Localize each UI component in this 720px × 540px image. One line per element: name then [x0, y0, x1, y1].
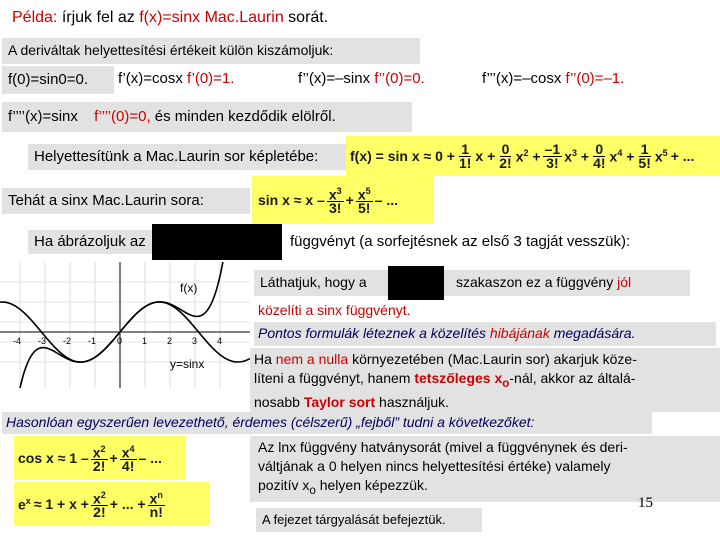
- title-maclaurin: Mac.Laurin: [204, 9, 284, 26]
- deriv-f2-value: f’’(0)=0.: [374, 70, 425, 87]
- sinx-lhs: sin x ≈ x –: [258, 192, 325, 208]
- seen-text-a: Láthatjuk, hogy a: [260, 274, 367, 290]
- title-text-end: sorát.: [288, 9, 329, 26]
- x-tick-label: -3: [38, 336, 47, 346]
- series-x2: $x^2$ +: [515, 147, 541, 165]
- taylor-line-3: nosabb Taylor sort használjuk.: [254, 393, 450, 410]
- series-x4: $x^4$ +: [609, 147, 635, 165]
- series-coef-1: $\frac{1}{1!}$: [458, 140, 472, 171]
- cosx-tail: – ...: [138, 450, 162, 466]
- ln-line-2: váltjának a 0 helyen nincs helyettesítési értéke) valamely: [258, 458, 611, 474]
- exp-term-n: $\frac{x^n}{n!}$: [149, 489, 163, 521]
- deriv-f1-value: f’(0)=1.: [187, 70, 235, 87]
- page-number-span: 15: [638, 495, 653, 511]
- deriv-f4-box: [2, 102, 412, 132]
- x-tick-label: 4: [217, 336, 223, 346]
- series-x1: x +: [475, 148, 496, 164]
- approx-text: [258, 302, 411, 318]
- exp-series-formula: [14, 482, 210, 526]
- sinx-term-3: $\frac{x^3}{3!}$: [328, 185, 342, 217]
- x-tick-label: 3: [192, 336, 198, 346]
- redacted-formula-1: [152, 224, 282, 260]
- series-coef-2: $\frac{0}{2!}$: [499, 140, 512, 171]
- deriv-f3-expr: f’’’(x)=–cosx: [482, 70, 562, 87]
- taylor-line-1: Ha nem a nulla környezetében (Mac.Laurin sor) akarjuk köze-: [254, 351, 637, 367]
- sinx-approximation-graph: [0, 262, 250, 388]
- cosx-lhs: cos x ≈ 1 –: [18, 450, 89, 466]
- x-tick-label: 1: [142, 336, 148, 346]
- x-tick-label: -2: [63, 336, 72, 346]
- series-coef-3: $\frac{-1}{3!}$: [544, 140, 561, 171]
- footer-box: [256, 508, 482, 532]
- seen-text-c: jól: [617, 274, 632, 290]
- slide-title: [12, 9, 328, 27]
- derivatives-intro: [2, 38, 420, 64]
- deriv-f1-expr: f’(x)=cosx: [118, 70, 183, 87]
- cosx-plus: +: [109, 450, 118, 466]
- precise-text-b: hibájának: [489, 325, 550, 341]
- precise-text-box: [254, 322, 716, 346]
- ln-line-1: Az lnx függvény hatványsorát (mivel a függvénynek és deri-: [258, 439, 628, 455]
- deriv-f0: f(0)=sin0=0.: [8, 71, 89, 88]
- series-tail: + ...: [670, 148, 695, 164]
- deriv-f0-box: [2, 66, 114, 94]
- substitution-text-box: [28, 144, 348, 170]
- x-tick-label: -4: [13, 336, 22, 346]
- exp-lhs: $e^x$: [18, 495, 31, 513]
- deriv-f2: [298, 70, 425, 87]
- exp-approx: ≈ 1 + x +: [33, 496, 89, 512]
- label-fx: f(x): [180, 281, 198, 295]
- sinx-series-text-box: [2, 188, 250, 214]
- deriv-f1: [118, 70, 234, 87]
- deriv-f4-value: f’’’’(0)=0,: [94, 108, 151, 125]
- x-tick-label: 2: [167, 336, 173, 346]
- ln-line-3: pozitív $x_o$ helyen képezzük.: [258, 477, 428, 497]
- sinx-series-formula: [252, 176, 434, 224]
- sinx-plus: +: [345, 192, 354, 208]
- deriv-f4-expr: f’’’’(x)=sinx: [8, 108, 78, 125]
- redacted-interval: [388, 266, 444, 300]
- x-tick-label: -1: [88, 336, 97, 346]
- series-x5: $x^5$: [654, 147, 668, 165]
- taylor-line-2: líteni a függvényt, hanem tetszőleges $x_o$-nál, akkor az általá-: [254, 370, 636, 390]
- page-number: [638, 495, 653, 512]
- plot-text-box: [28, 230, 154, 254]
- sinx-term-5: $\frac{x^5}{5!}$: [357, 185, 371, 217]
- series-coef-4: $\frac{0}{4!}$: [593, 140, 606, 171]
- precise-text-c: megadására.: [553, 325, 636, 341]
- title-text: írjuk fel az: [61, 9, 135, 26]
- taylor-block: [250, 348, 720, 412]
- deriv-f2-expr: f’’(x)=–sinx: [298, 70, 371, 87]
- derivatives-intro-text: A deriváltak helyettesítési értékeit külön kiszámoljuk:: [8, 42, 334, 58]
- title-prefix: Példa:: [12, 9, 58, 26]
- similarly-text-box: [2, 412, 652, 434]
- approx-text-span: közelíti a sinx függvényt.: [258, 302, 411, 318]
- series-coef-5: $\frac{1}{5!}$: [638, 140, 651, 171]
- series-lhs: f(x) = sin x ≈ 0 +: [350, 148, 455, 164]
- precise-text-a: Pontos formulák léteznek a közelítés: [258, 325, 487, 341]
- cosx-term-4: $\frac{x^4}{4!}$: [121, 443, 135, 475]
- seen-text-b: szakaszon ez a függvény: [456, 274, 614, 290]
- similarly-text: Hasonlóan egyszerűen levezethető, érdemes (célszerű) „fejből” tudni a következőket:: [6, 414, 535, 430]
- footer-text: A fejezet tárgyalását befejeztük.: [262, 512, 446, 527]
- label-sinx: y=sinx: [170, 357, 205, 371]
- series-x3: $x^3$ +: [564, 147, 590, 165]
- cosx-term-2: $\frac{x^2}{2!}$: [92, 443, 106, 475]
- seen-text-box: [254, 270, 390, 296]
- sinx-tail: – ...: [374, 192, 398, 208]
- deriv-f3: [482, 70, 624, 87]
- plot-text-2-span: függvényt (a sorfejtésnek az első 3 tagját vesszük):: [290, 233, 631, 250]
- substitution-text: Helyettesítünk a Mac.Laurin sor képletébe:: [34, 148, 319, 165]
- sinx-series-text: Tehát a sinx Mac.Laurin sora:: [8, 192, 204, 209]
- x-tick-label: 0: [117, 336, 123, 346]
- deriv-f3-value: f’’(0)=–1.: [565, 70, 625, 87]
- maclaurin-series-formula: [346, 136, 720, 176]
- exp-term-2: $\frac{x^2}{2!}$: [92, 489, 106, 521]
- deriv-f4-note: és minden kezdődik elölről.: [154, 108, 336, 125]
- ln-block: [250, 436, 720, 502]
- exp-plus: + ... +: [109, 496, 146, 512]
- plot-text-1: Ha ábrázoljuk az: [34, 233, 146, 250]
- plot-text-2: [290, 233, 630, 250]
- cosx-series-formula: [14, 436, 186, 480]
- seen-text-box-2: [444, 270, 690, 296]
- title-function: f(x)=sinx: [139, 9, 201, 26]
